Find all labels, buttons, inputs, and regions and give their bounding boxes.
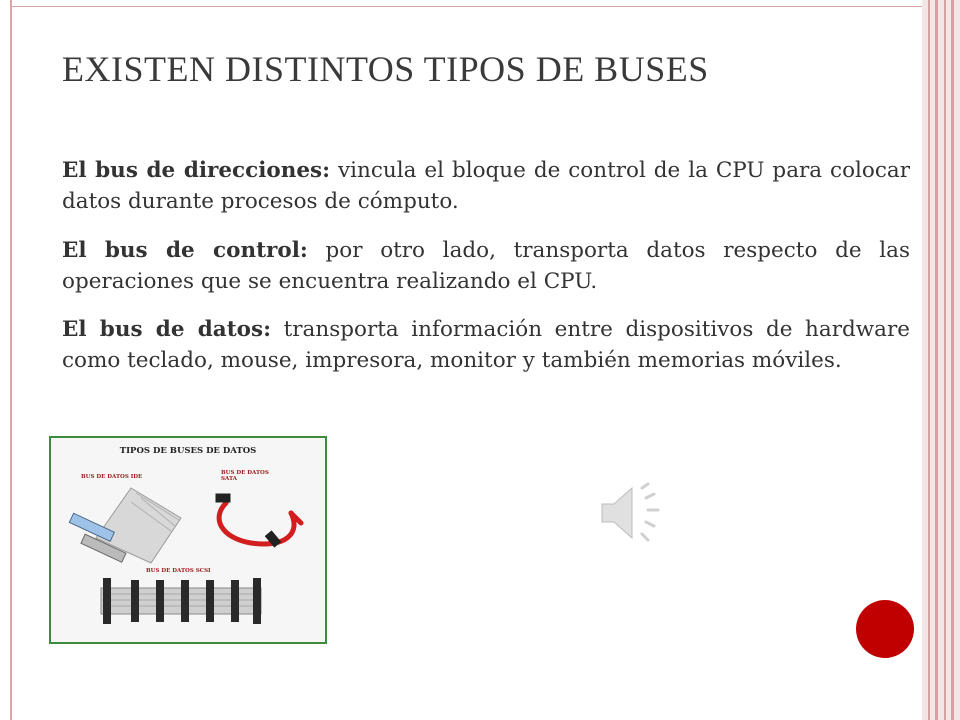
decorative-red-circle [856, 600, 914, 658]
paragraph-control-bus [62, 235, 910, 297]
sata-cable [216, 494, 301, 547]
text-address-bus: vincula el bloque de control de la CPU para colocar datos durante procesos de cómputo. [62, 158, 910, 214]
decorative-line [935, 0, 938, 720]
diagram-title: TIPOS DE BUSES DE DATOS [119, 446, 257, 456]
text-data-bus: transporta información entre dispositivos de hardware como teclado, mouse, impresora, monitor y también memorias móviles. [62, 317, 910, 373]
ide-cable [69, 488, 181, 563]
decorative-line [951, 0, 954, 720]
cables-illustration [51, 438, 325, 642]
slide-top-border [10, 0, 922, 7]
paragraph-data-bus [62, 314, 910, 376]
slide-title: EXISTEN DISTINTOS TIPOS DE BUSES [62, 49, 709, 89]
speaker-icon[interactable] [598, 480, 668, 546]
label-ide: BUS DE DATOS IDE [81, 474, 143, 480]
label-sata: BUS DE DATOS SATA [221, 470, 269, 482]
decorative-line [944, 0, 946, 720]
slide-left-border [10, 0, 12, 720]
term-address-bus: El bus de direcciones: [62, 158, 331, 183]
decorative-line [928, 0, 930, 720]
bus-types-image [49, 436, 327, 644]
text-control-bus: por otro lado, transporta datos respecto de las operaciones que se encuentra realizando el CPU. [62, 238, 910, 294]
scsi-cable [101, 578, 261, 624]
term-data-bus: El bus de datos: [62, 317, 272, 342]
label-scsi: BUS DE DATOS SCSI [146, 568, 211, 574]
term-control-bus: El bus de control: [62, 238, 308, 263]
paragraph-address-bus [62, 155, 910, 217]
